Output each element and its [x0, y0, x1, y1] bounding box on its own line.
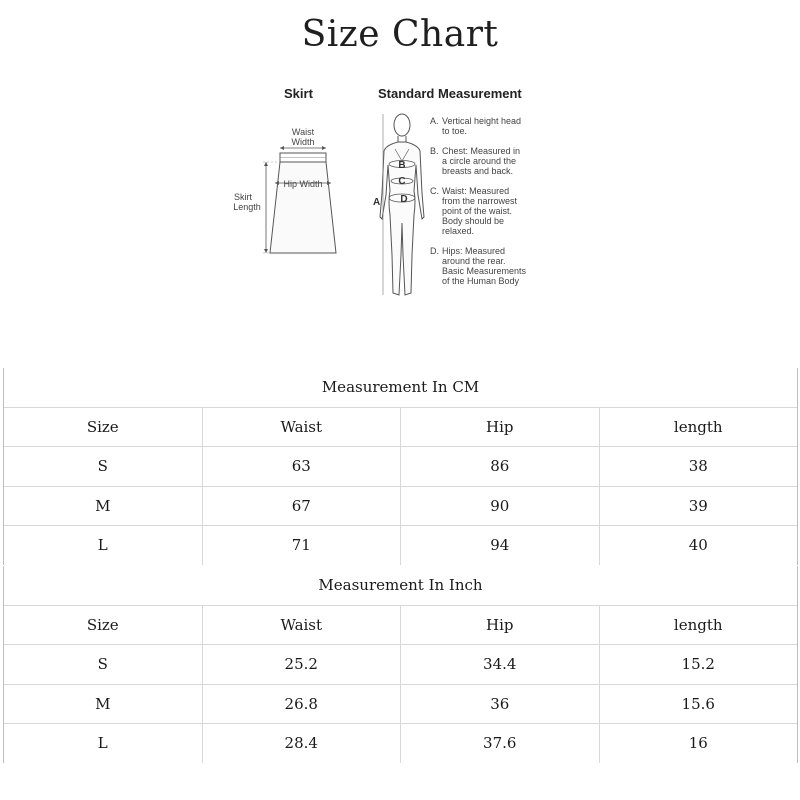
- table-cell: L: [4, 526, 203, 565]
- letter-d: D: [400, 194, 408, 205]
- table-row: [4, 486, 798, 526]
- note-line: Vertical height head: [442, 116, 522, 126]
- letter-b: B: [398, 160, 406, 171]
- table-cell: 15.2: [599, 645, 798, 685]
- note-c: [430, 186, 540, 236]
- letter-a: A: [373, 197, 381, 208]
- skirt-length-label-line1: Skirt: [234, 192, 252, 202]
- header-cell: length: [599, 605, 798, 645]
- header-cell: Hip: [401, 605, 600, 645]
- table-cell: S: [4, 645, 203, 685]
- table-cell: 71: [202, 526, 401, 565]
- table-cell: 15.6: [599, 684, 798, 724]
- table-cell: 90: [401, 486, 600, 526]
- table-cell: 86: [401, 447, 600, 487]
- header-cell: Size: [4, 605, 203, 645]
- note-d: [430, 246, 540, 286]
- table-row: [4, 526, 798, 565]
- header-cell: Waist: [202, 407, 401, 447]
- table-row: [4, 645, 798, 685]
- table-row: [4, 724, 798, 763]
- note-key: A.: [430, 116, 439, 126]
- note-key: D.: [430, 246, 439, 256]
- note-line: Hips: Measured: [442, 246, 506, 256]
- note-b: [430, 146, 540, 176]
- table-cell: 39: [599, 486, 798, 526]
- table-cell: 63: [202, 447, 401, 487]
- table-cell: 37.6: [401, 724, 600, 763]
- skirt-length-label-line2: Length: [233, 202, 261, 212]
- table-cell: M: [4, 684, 203, 724]
- table-cell: 26.8: [202, 684, 401, 724]
- table-header-row: [4, 605, 798, 645]
- table-cell: 28.4: [202, 724, 401, 763]
- note-line: Chest: Measured in: [442, 146, 521, 156]
- table-cell: 36: [401, 684, 600, 724]
- header-cell: Waist: [202, 605, 401, 645]
- header-cell: Hip: [401, 407, 600, 447]
- note-line: a circle around the: [442, 156, 517, 166]
- note-line: Basic Measurements: [442, 266, 527, 276]
- note-key: C.: [430, 186, 439, 196]
- note-line: to toe.: [442, 126, 468, 136]
- note-key: B.: [430, 146, 439, 156]
- table-header-row: [4, 407, 798, 447]
- body-diagram: [368, 105, 428, 305]
- note-line: around the rear.: [442, 256, 506, 266]
- note-line: point of the waist.: [442, 206, 513, 216]
- table-cell: L: [4, 724, 203, 763]
- note-line: from the narrowest: [442, 196, 518, 206]
- inch-table-caption: Measurement In Inch: [4, 566, 798, 605]
- letter-c: C: [398, 176, 406, 187]
- cm-table-caption: Measurement In CM: [4, 368, 798, 407]
- table-cell: 40: [599, 526, 798, 565]
- waist-width-label-line2: Width: [291, 137, 315, 147]
- header-cell: length: [599, 407, 798, 447]
- note-line: breasts and back.: [442, 166, 514, 176]
- table-cell: 67: [202, 486, 401, 526]
- table-cell: S: [4, 447, 203, 487]
- table-row: [4, 684, 798, 724]
- table-cell: M: [4, 486, 203, 526]
- skirt-heading: Skirt: [284, 86, 313, 101]
- table-cell: 25.2: [202, 645, 401, 685]
- table-cell: 16: [599, 724, 798, 763]
- table-cell: 94: [401, 526, 600, 565]
- note-line: Waist: Measured: [442, 186, 510, 196]
- note-line: of the Human Body: [442, 276, 520, 286]
- inch-size-table: [3, 566, 798, 763]
- note-line: Body should be: [442, 216, 505, 226]
- table-cell: 38: [599, 447, 798, 487]
- note-a: [430, 116, 540, 136]
- header-cell: Size: [4, 407, 203, 447]
- hip-width-label: Hip Width: [283, 179, 323, 189]
- note-line: relaxed.: [442, 226, 475, 236]
- table-cell: 34.4: [401, 645, 600, 685]
- standard-measurement-heading: Standard Measurement: [378, 86, 522, 101]
- waist-width-label-line1: Waist: [291, 127, 315, 137]
- page-title: Size Chart: [301, 14, 499, 55]
- skirt-diagram: [225, 115, 345, 265]
- table-row: [4, 447, 798, 487]
- cm-size-table: [3, 368, 798, 565]
